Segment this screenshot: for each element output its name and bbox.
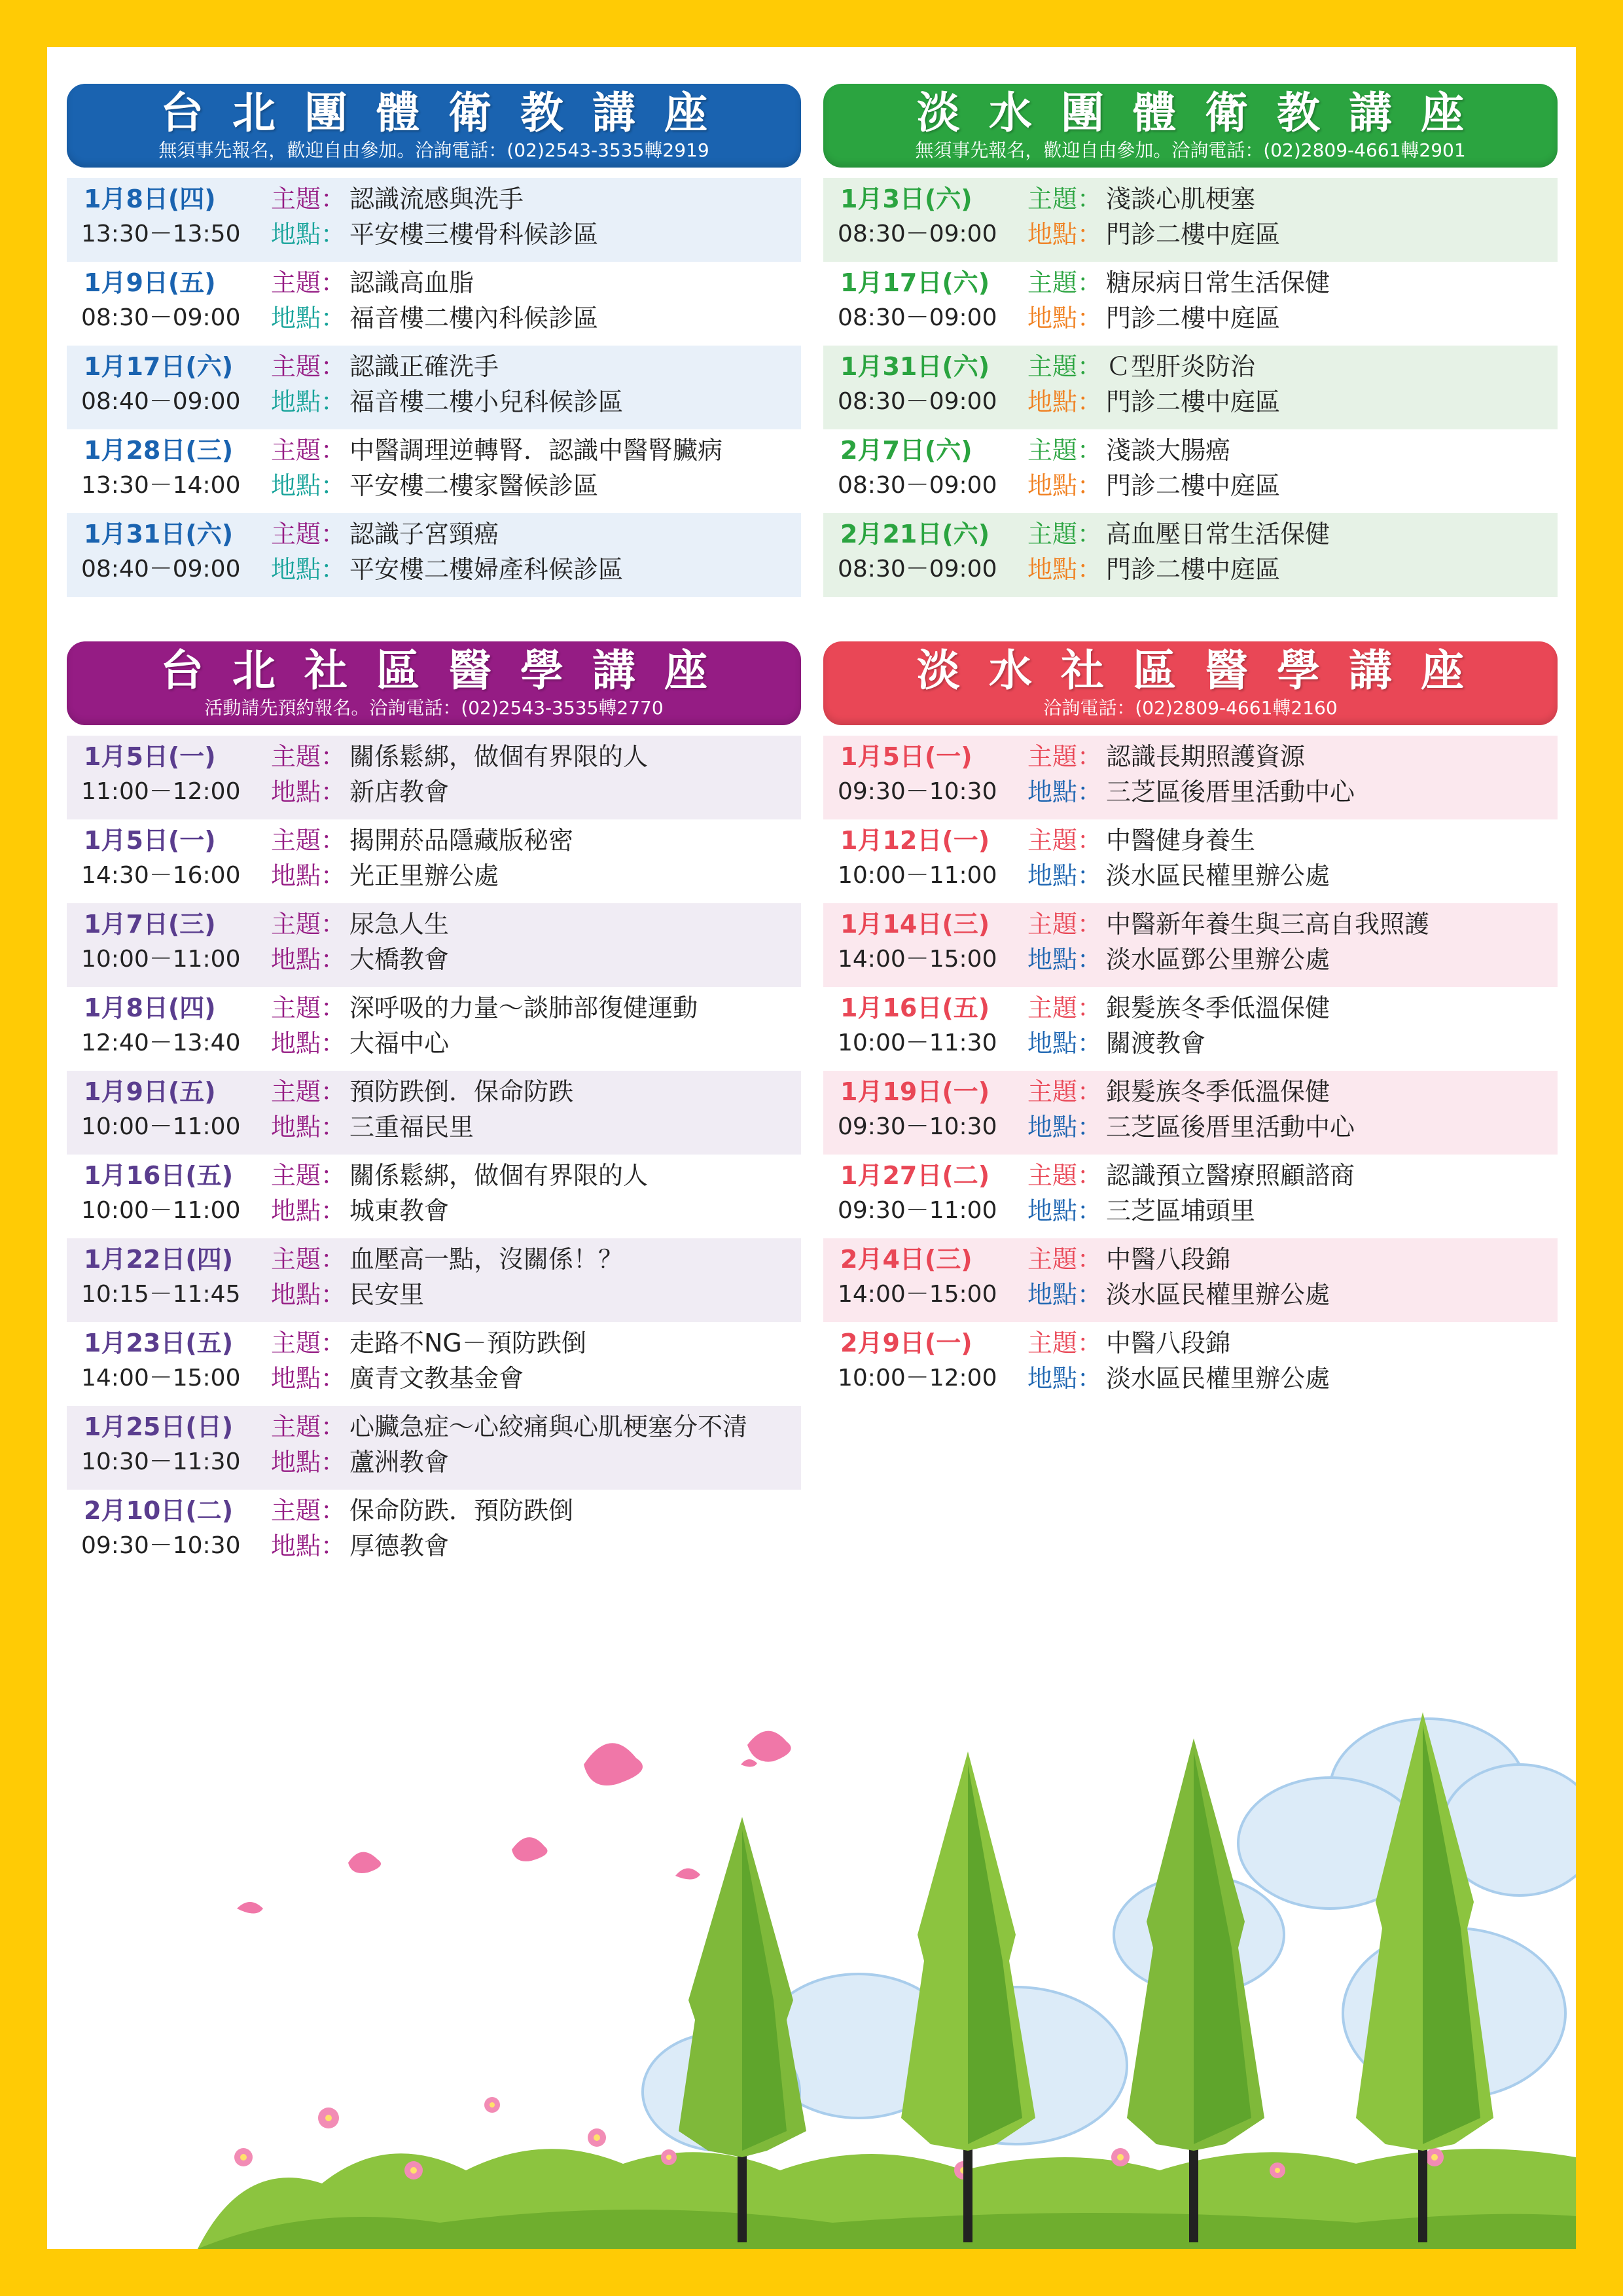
event-date: 1月25日(日) bbox=[84, 1412, 234, 1441]
event-place: 淡水區民權里辦公處 bbox=[1106, 1280, 1330, 1309]
event-topic: 認識流感與洗手 bbox=[349, 185, 524, 213]
event-row bbox=[67, 513, 801, 597]
event-row bbox=[823, 819, 1558, 903]
topic-label: 主題： bbox=[271, 436, 346, 465]
event-place: 門診二樓中庭區 bbox=[1106, 387, 1281, 416]
event-place: 大橋教會 bbox=[349, 945, 450, 974]
event-time: 14:00－15:00 bbox=[838, 1281, 997, 1308]
topic-label: 主題： bbox=[1027, 1077, 1103, 1106]
event-date: 1月8日(四) bbox=[84, 185, 216, 213]
event-place: 三芝區埔頭里 bbox=[1106, 1196, 1256, 1225]
tamsui-group-education-section bbox=[823, 84, 1558, 597]
event-row bbox=[823, 178, 1558, 262]
event-time: 09:30－10:30 bbox=[838, 1113, 997, 1140]
event-date: 1月14日(三) bbox=[840, 910, 990, 939]
event-row bbox=[67, 429, 801, 513]
place-label: 地點： bbox=[1027, 1196, 1103, 1225]
topic-label: 主題： bbox=[1027, 520, 1103, 548]
tamsui-community-medicine-section bbox=[823, 641, 1558, 1406]
event-topic: 中醫調理逆轉腎．認識中醫腎臟病 bbox=[349, 436, 723, 465]
event-topic: 銀髮族冬季低溫保健 bbox=[1106, 1077, 1330, 1106]
place-label: 地點： bbox=[1027, 1029, 1103, 1058]
event-place: 門診二樓中庭區 bbox=[1106, 555, 1281, 584]
event-topic: 認識預立醫療照顧諮商 bbox=[1106, 1161, 1355, 1190]
topic-label: 主題： bbox=[271, 185, 346, 213]
event-row bbox=[823, 1071, 1558, 1155]
event-topic: 血壓高一點，沒關係！？ bbox=[349, 1245, 624, 1274]
section-title: 台北團體衛教講座 bbox=[160, 88, 736, 138]
topic-label: 主題： bbox=[1027, 994, 1103, 1022]
event-place: 關渡教會 bbox=[1106, 1029, 1206, 1058]
place-label: 地點： bbox=[271, 1448, 346, 1477]
event-place: 三重福民里 bbox=[349, 1113, 474, 1141]
event-row bbox=[67, 1406, 801, 1490]
event-place: 平安樓二樓婦產科候診區 bbox=[349, 555, 624, 584]
event-list bbox=[67, 736, 801, 1573]
event-topic: 銀髮族冬季低溫保健 bbox=[1106, 994, 1330, 1022]
event-date: 1月17日(六) bbox=[840, 268, 990, 297]
event-place: 門診二樓中庭區 bbox=[1106, 220, 1281, 249]
event-row bbox=[823, 1322, 1558, 1406]
place-label: 地點： bbox=[271, 1364, 346, 1393]
event-topic: 揭開菸品隱藏版秘密 bbox=[349, 826, 574, 855]
event-date: 2月4日(三) bbox=[840, 1245, 972, 1274]
event-time: 08:30－09:00 bbox=[838, 221, 997, 247]
event-list bbox=[823, 178, 1558, 597]
topic-label: 主題： bbox=[1027, 436, 1103, 465]
event-row bbox=[67, 346, 801, 429]
event-row bbox=[67, 987, 801, 1071]
event-place: 蘆洲教會 bbox=[349, 1448, 450, 1477]
place-label: 地點： bbox=[271, 861, 346, 890]
topic-label: 主題： bbox=[1027, 268, 1103, 297]
event-time: 14:30－16:00 bbox=[81, 862, 241, 889]
section-header bbox=[823, 84, 1558, 168]
event-date: 1月16日(五) bbox=[840, 994, 990, 1022]
event-place: 平安樓二樓家醫候診區 bbox=[349, 471, 599, 500]
event-row bbox=[823, 429, 1558, 513]
place-label: 地點： bbox=[271, 220, 346, 249]
event-topic: 認識長期照護資源 bbox=[1106, 742, 1306, 771]
event-place: 門診二樓中庭區 bbox=[1106, 471, 1281, 500]
section-subtitle: 活動請先預約報名。洽詢電話：(02)2543-3535轉2770 bbox=[204, 697, 664, 719]
event-topic: 認識子宮頸癌 bbox=[349, 520, 499, 548]
section-subtitle: 洽詢電話：(02)2809-4661轉2160 bbox=[1043, 697, 1338, 719]
topic-label: 主題： bbox=[271, 268, 346, 297]
event-topic: 中醫健身養生 bbox=[1106, 826, 1256, 855]
event-date: 1月23日(五) bbox=[84, 1329, 234, 1357]
place-label: 地點： bbox=[1027, 1280, 1103, 1309]
event-topic: 糖尿病日常生活保健 bbox=[1106, 268, 1330, 297]
topic-label: 主題： bbox=[271, 826, 346, 855]
event-row bbox=[823, 987, 1558, 1071]
place-label: 地點： bbox=[1027, 220, 1103, 249]
event-row bbox=[67, 819, 801, 903]
event-time: 12:40－13:40 bbox=[81, 1030, 241, 1056]
place-label: 地點： bbox=[1027, 945, 1103, 974]
event-row bbox=[67, 178, 801, 262]
event-time: 10:00－11:30 bbox=[838, 1030, 997, 1056]
event-date: 1月31日(六) bbox=[840, 352, 990, 381]
event-time: 14:00－15:00 bbox=[838, 946, 997, 973]
topic-label: 主題： bbox=[271, 352, 346, 381]
place-label: 地點： bbox=[1027, 778, 1103, 806]
event-topic: Ｃ型肝炎防治 bbox=[1106, 352, 1256, 381]
event-time: 08:30－09:00 bbox=[838, 304, 997, 331]
poster bbox=[47, 47, 1576, 2249]
event-date: 2月7日(六) bbox=[840, 436, 972, 465]
topic-label: 主題： bbox=[271, 1496, 346, 1525]
event-row bbox=[67, 736, 801, 819]
event-row bbox=[67, 903, 801, 987]
event-topic: 尿急人生 bbox=[349, 910, 450, 939]
event-place: 厚德教會 bbox=[349, 1532, 450, 1560]
event-time: 10:00－11:00 bbox=[81, 946, 241, 973]
event-date: 1月5日(一) bbox=[84, 742, 216, 771]
section-header bbox=[823, 641, 1558, 725]
event-date: 1月7日(三) bbox=[84, 910, 216, 939]
topic-label: 主題： bbox=[1027, 826, 1103, 855]
event-date: 2月21日(六) bbox=[840, 520, 990, 548]
event-date: 1月22日(四) bbox=[84, 1245, 234, 1274]
place-label: 地點： bbox=[271, 778, 346, 806]
topic-label: 主題： bbox=[271, 1077, 346, 1106]
event-topic: 保命防跌．預防跌倒 bbox=[349, 1496, 574, 1525]
place-label: 地點： bbox=[271, 471, 346, 500]
event-date: 1月12日(一) bbox=[840, 826, 990, 855]
taipei-group-education-section bbox=[67, 84, 801, 597]
event-time: 08:40－09:00 bbox=[81, 388, 241, 415]
event-date: 2月10日(二) bbox=[84, 1496, 234, 1525]
event-row bbox=[823, 1238, 1558, 1322]
event-place: 廣青文教基金會 bbox=[349, 1364, 524, 1393]
event-time: 10:00－12:00 bbox=[838, 1365, 997, 1391]
event-topic: 中醫八段錦 bbox=[1106, 1245, 1231, 1274]
event-time: 10:15－11:45 bbox=[81, 1281, 241, 1308]
event-time: 14:00－15:00 bbox=[81, 1365, 241, 1391]
event-row bbox=[67, 262, 801, 346]
event-date: 1月27日(二) bbox=[840, 1161, 990, 1190]
event-topic: 關係鬆綁，做個有界限的人 bbox=[349, 742, 649, 771]
event-date: 1月9日(五) bbox=[84, 1077, 216, 1106]
event-place: 淡水區民權里辦公處 bbox=[1106, 861, 1330, 890]
event-date: 1月9日(五) bbox=[84, 268, 216, 297]
event-row bbox=[823, 346, 1558, 429]
event-place: 新店教會 bbox=[349, 778, 450, 806]
topic-label: 主題： bbox=[1027, 352, 1103, 381]
topic-label: 主題： bbox=[1027, 1329, 1103, 1357]
event-date: 1月16日(五) bbox=[84, 1161, 234, 1190]
event-date: 1月5日(一) bbox=[84, 826, 216, 855]
event-row bbox=[823, 1155, 1558, 1238]
place-label: 地點： bbox=[271, 1532, 346, 1560]
topic-label: 主題： bbox=[271, 994, 346, 1022]
event-place: 淡水區鄧公里辦公處 bbox=[1106, 945, 1330, 974]
event-time: 11:00－12:00 bbox=[81, 778, 241, 805]
event-date: 2月9日(一) bbox=[840, 1329, 972, 1357]
event-time: 08:30－09:00 bbox=[838, 556, 997, 583]
event-time: 10:00－11:00 bbox=[81, 1113, 241, 1140]
event-topic: 心臟急症～心絞痛與心肌梗塞分不清 bbox=[349, 1412, 748, 1441]
event-place: 民安里 bbox=[349, 1280, 425, 1309]
topic-label: 主題： bbox=[271, 910, 346, 939]
event-time: 10:30－11:30 bbox=[81, 1448, 241, 1475]
topic-label: 主題： bbox=[271, 1412, 346, 1441]
topic-label: 主題： bbox=[1027, 185, 1103, 213]
topic-label: 主題： bbox=[271, 1329, 346, 1357]
place-label: 地點： bbox=[1027, 304, 1103, 332]
event-time: 08:40－09:00 bbox=[81, 556, 241, 583]
topic-label: 主題： bbox=[1027, 1161, 1103, 1190]
topic-label: 主題： bbox=[1027, 742, 1103, 771]
place-label: 地點： bbox=[271, 1196, 346, 1225]
event-row bbox=[823, 513, 1558, 597]
place-label: 地點： bbox=[1027, 387, 1103, 416]
place-label: 地點： bbox=[271, 555, 346, 584]
event-topic: 中醫新年養生與三高自我照護 bbox=[1106, 910, 1430, 939]
event-time: 08:30－09:00 bbox=[81, 304, 241, 331]
event-time: 10:00－11:00 bbox=[81, 1197, 241, 1224]
section-title: 淡水團體衛教講座 bbox=[917, 88, 1493, 138]
event-place: 三芝區後厝里活動中心 bbox=[1106, 778, 1355, 806]
event-place: 城東教會 bbox=[349, 1196, 450, 1225]
event-topic: 淺談心肌梗塞 bbox=[1106, 185, 1256, 213]
event-time: 08:30－09:00 bbox=[838, 472, 997, 499]
event-topic: 深呼吸的力量～談肺部復健運動 bbox=[349, 994, 698, 1022]
event-date: 1月5日(一) bbox=[840, 742, 972, 771]
place-label: 地點： bbox=[1027, 555, 1103, 584]
event-time: 13:30－13:50 bbox=[81, 221, 241, 247]
event-place: 大福中心 bbox=[349, 1029, 450, 1058]
place-label: 地點： bbox=[1027, 471, 1103, 500]
event-place: 平安樓三樓骨科候診區 bbox=[349, 220, 599, 249]
topic-label: 主題： bbox=[1027, 910, 1103, 939]
topic-label: 主題： bbox=[271, 1245, 346, 1274]
event-time: 08:30－09:00 bbox=[838, 388, 997, 415]
topic-label: 主題： bbox=[271, 1161, 346, 1190]
section-subtitle: 無須事先報名，歡迎自由參加。洽詢電話：(02)2809-4661轉2901 bbox=[915, 139, 1466, 161]
event-place: 門診二樓中庭區 bbox=[1106, 304, 1281, 332]
event-topic: 預防跌倒．保命防跌 bbox=[349, 1077, 574, 1106]
event-list bbox=[823, 736, 1558, 1406]
place-label: 地點： bbox=[271, 304, 346, 332]
topic-label: 主題： bbox=[1027, 1245, 1103, 1274]
event-topic: 中醫八段錦 bbox=[1106, 1329, 1231, 1357]
event-topic: 淺談大腸癌 bbox=[1106, 436, 1231, 465]
event-list bbox=[67, 178, 801, 597]
event-time: 13:30－14:00 bbox=[81, 472, 241, 499]
event-row bbox=[67, 1490, 801, 1573]
event-place: 光正里辦公處 bbox=[349, 861, 499, 890]
place-label: 地點： bbox=[271, 1280, 346, 1309]
place-label: 地點： bbox=[271, 387, 346, 416]
event-place: 淡水區民權里辦公處 bbox=[1106, 1364, 1330, 1393]
place-label: 地點： bbox=[1027, 1113, 1103, 1141]
event-date: 1月28日(三) bbox=[84, 436, 234, 465]
event-place: 福音樓二樓內科候診區 bbox=[349, 304, 599, 332]
section-header bbox=[67, 641, 801, 725]
place-label: 地點： bbox=[1027, 1364, 1103, 1393]
event-row bbox=[67, 1238, 801, 1322]
place-label: 地點： bbox=[271, 1029, 346, 1058]
event-topic: 認識高血脂 bbox=[349, 268, 474, 297]
event-time: 09:30－10:30 bbox=[81, 1532, 241, 1559]
section-title: 淡水社區醫學講座 bbox=[917, 645, 1493, 696]
event-time: 09:30－11:00 bbox=[838, 1197, 997, 1224]
topic-label: 主題： bbox=[271, 520, 346, 548]
event-row bbox=[823, 262, 1558, 346]
event-date: 1月3日(六) bbox=[840, 185, 972, 213]
event-row bbox=[823, 736, 1558, 819]
event-topic: 認識正確洗手 bbox=[349, 352, 499, 381]
event-date: 1月8日(四) bbox=[84, 994, 216, 1022]
event-topic: 關係鬆綁，做個有界限的人 bbox=[349, 1161, 649, 1190]
event-time: 09:30－10:30 bbox=[838, 778, 997, 805]
event-topic: 走路不NG－預防跌倒 bbox=[349, 1329, 586, 1357]
section-header bbox=[67, 84, 801, 168]
event-place: 福音樓二樓小兒科候診區 bbox=[349, 387, 624, 416]
event-date: 1月17日(六) bbox=[84, 352, 234, 381]
place-label: 地點： bbox=[271, 1113, 346, 1141]
topic-label: 主題： bbox=[271, 742, 346, 771]
section-title: 台北社區醫學講座 bbox=[160, 645, 736, 696]
event-time: 10:00－11:00 bbox=[838, 862, 997, 889]
place-label: 地點： bbox=[1027, 861, 1103, 890]
event-date: 1月19日(一) bbox=[840, 1077, 990, 1106]
petal-decoration bbox=[237, 1731, 791, 1914]
event-row bbox=[67, 1071, 801, 1155]
event-row bbox=[67, 1155, 801, 1238]
taipei-community-medicine-section bbox=[67, 641, 801, 1573]
event-topic: 高血壓日常生活保健 bbox=[1106, 520, 1330, 548]
section-subtitle: 無須事先報名，歡迎自由參加。洽詢電話：(02)2543-3535轉2919 bbox=[158, 139, 709, 161]
event-row bbox=[823, 903, 1558, 987]
event-row bbox=[67, 1322, 801, 1406]
event-place: 三芝區後厝里活動中心 bbox=[1106, 1113, 1355, 1141]
decorative-tree-scene bbox=[47, 1594, 1576, 2249]
event-date: 1月31日(六) bbox=[84, 520, 234, 548]
place-label: 地點： bbox=[271, 945, 346, 974]
